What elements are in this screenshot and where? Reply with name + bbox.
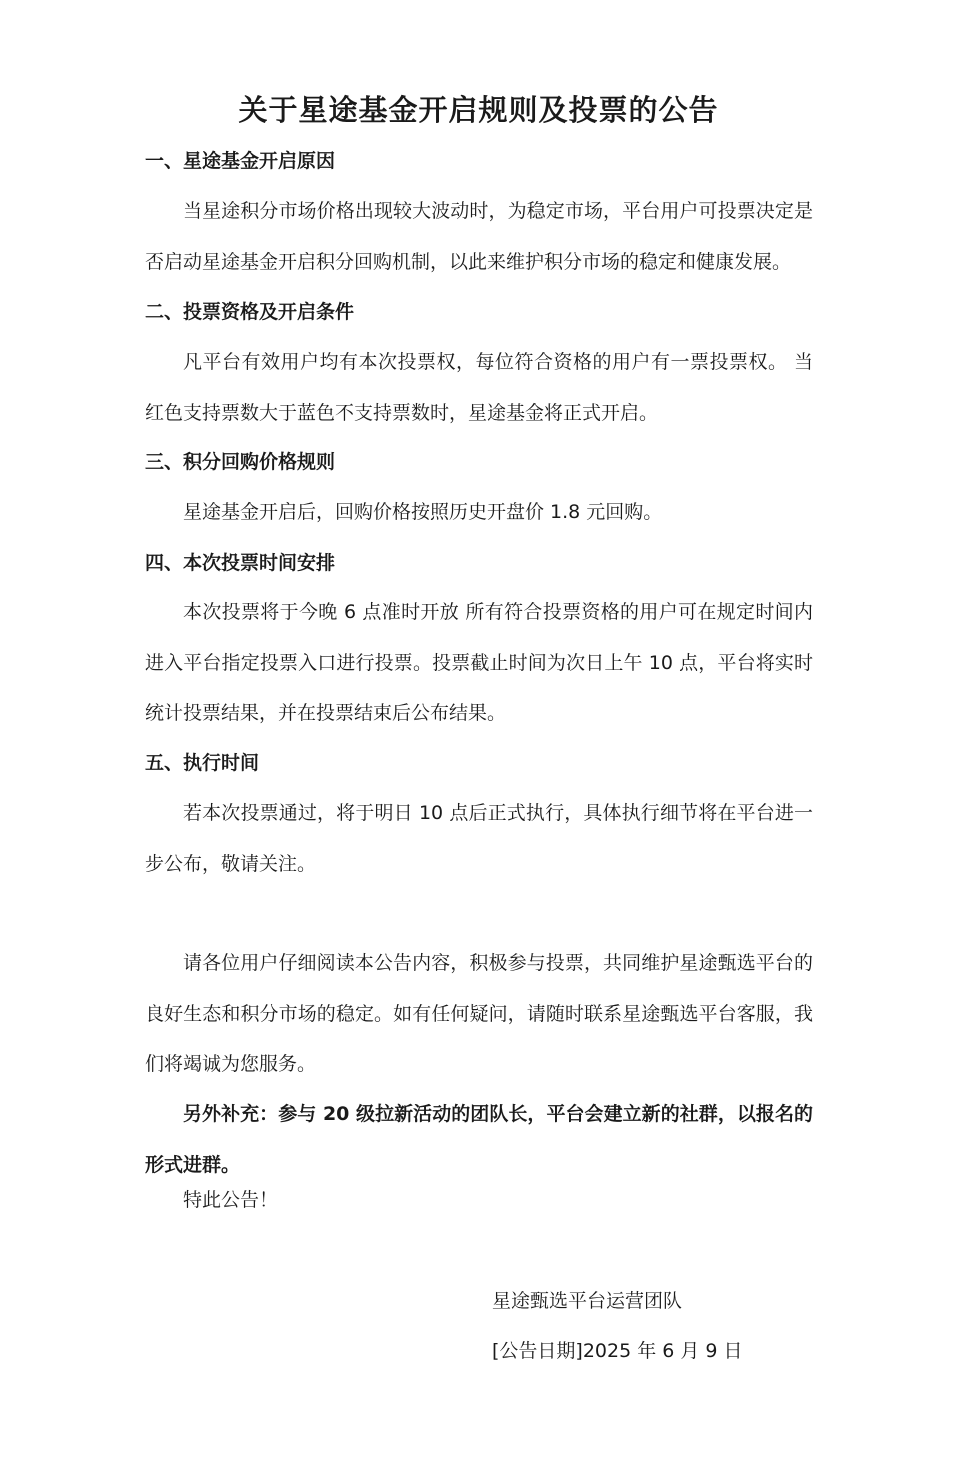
appeal-paragraph: 请各位用户仔细阅读本公告内容，积极参与投票，共同维护星途甄选平台的良好生态和积分市场的稳定。如有任何疑问，请随时联系星途甄选平台客服，我们将竭诚为您服务。 (145, 952, 813, 1075)
section-5-body: 若本次投票通过，将于明日 10 点后正式执行，具体执行细节将在平台进一步公布，敬请关注。 (145, 802, 813, 875)
section-2-heading: 二、投票资格及开启条件 (145, 301, 355, 323)
section-3-heading: 三、积分回购价格规则 (145, 451, 336, 473)
section-2-body: 凡平台有效用户均有本次投票权，每位符合资格的用户有一票投票权。 当红色支持票数大于蓝色不支持票数时，星途基金将正式开启。 (145, 351, 813, 424)
section-4-heading: 四、本次投票时间安排 (145, 552, 336, 574)
signature-team: 星途甄选平台运营团队 (492, 1290, 683, 1312)
section-5-heading: 五、执行时间 (145, 752, 260, 774)
section-3-body: 星途基金开启后，回购价格按照历史开盘价 1.8 元回购。 (183, 501, 663, 523)
signature-date: [公告日期]2025 年 6 月 9 日 (492, 1340, 743, 1362)
announcement-title: 关于星途基金开启规则及投票的公告 (238, 93, 719, 127)
closing-line: 特此公告！ (183, 1189, 279, 1211)
supplement-note: 另外补充：参与 20 级拉新活动的团队长，平台会建立新的社群，以报名的形式进群。 (145, 1103, 813, 1176)
section-4-body: 本次投票将于今晚 6 点准时开放 所有符合投票资格的用户可在规定时间内进入平台指定投票入口进行投票。投票截止时间为次日上午 10 点，平台将实时统计投票结果，并在投票结束后公布结果。 (145, 601, 813, 724)
section-1-body: 当星途积分市场价格出现较大波动时，为稳定市场，平台用户可投票决定是否启动星途基金开启积分回购机制，以此来维护积分市场的稳定和健康发展。 (145, 200, 813, 273)
section-1-heading: 一、星途基金开启原因 (145, 150, 336, 172)
